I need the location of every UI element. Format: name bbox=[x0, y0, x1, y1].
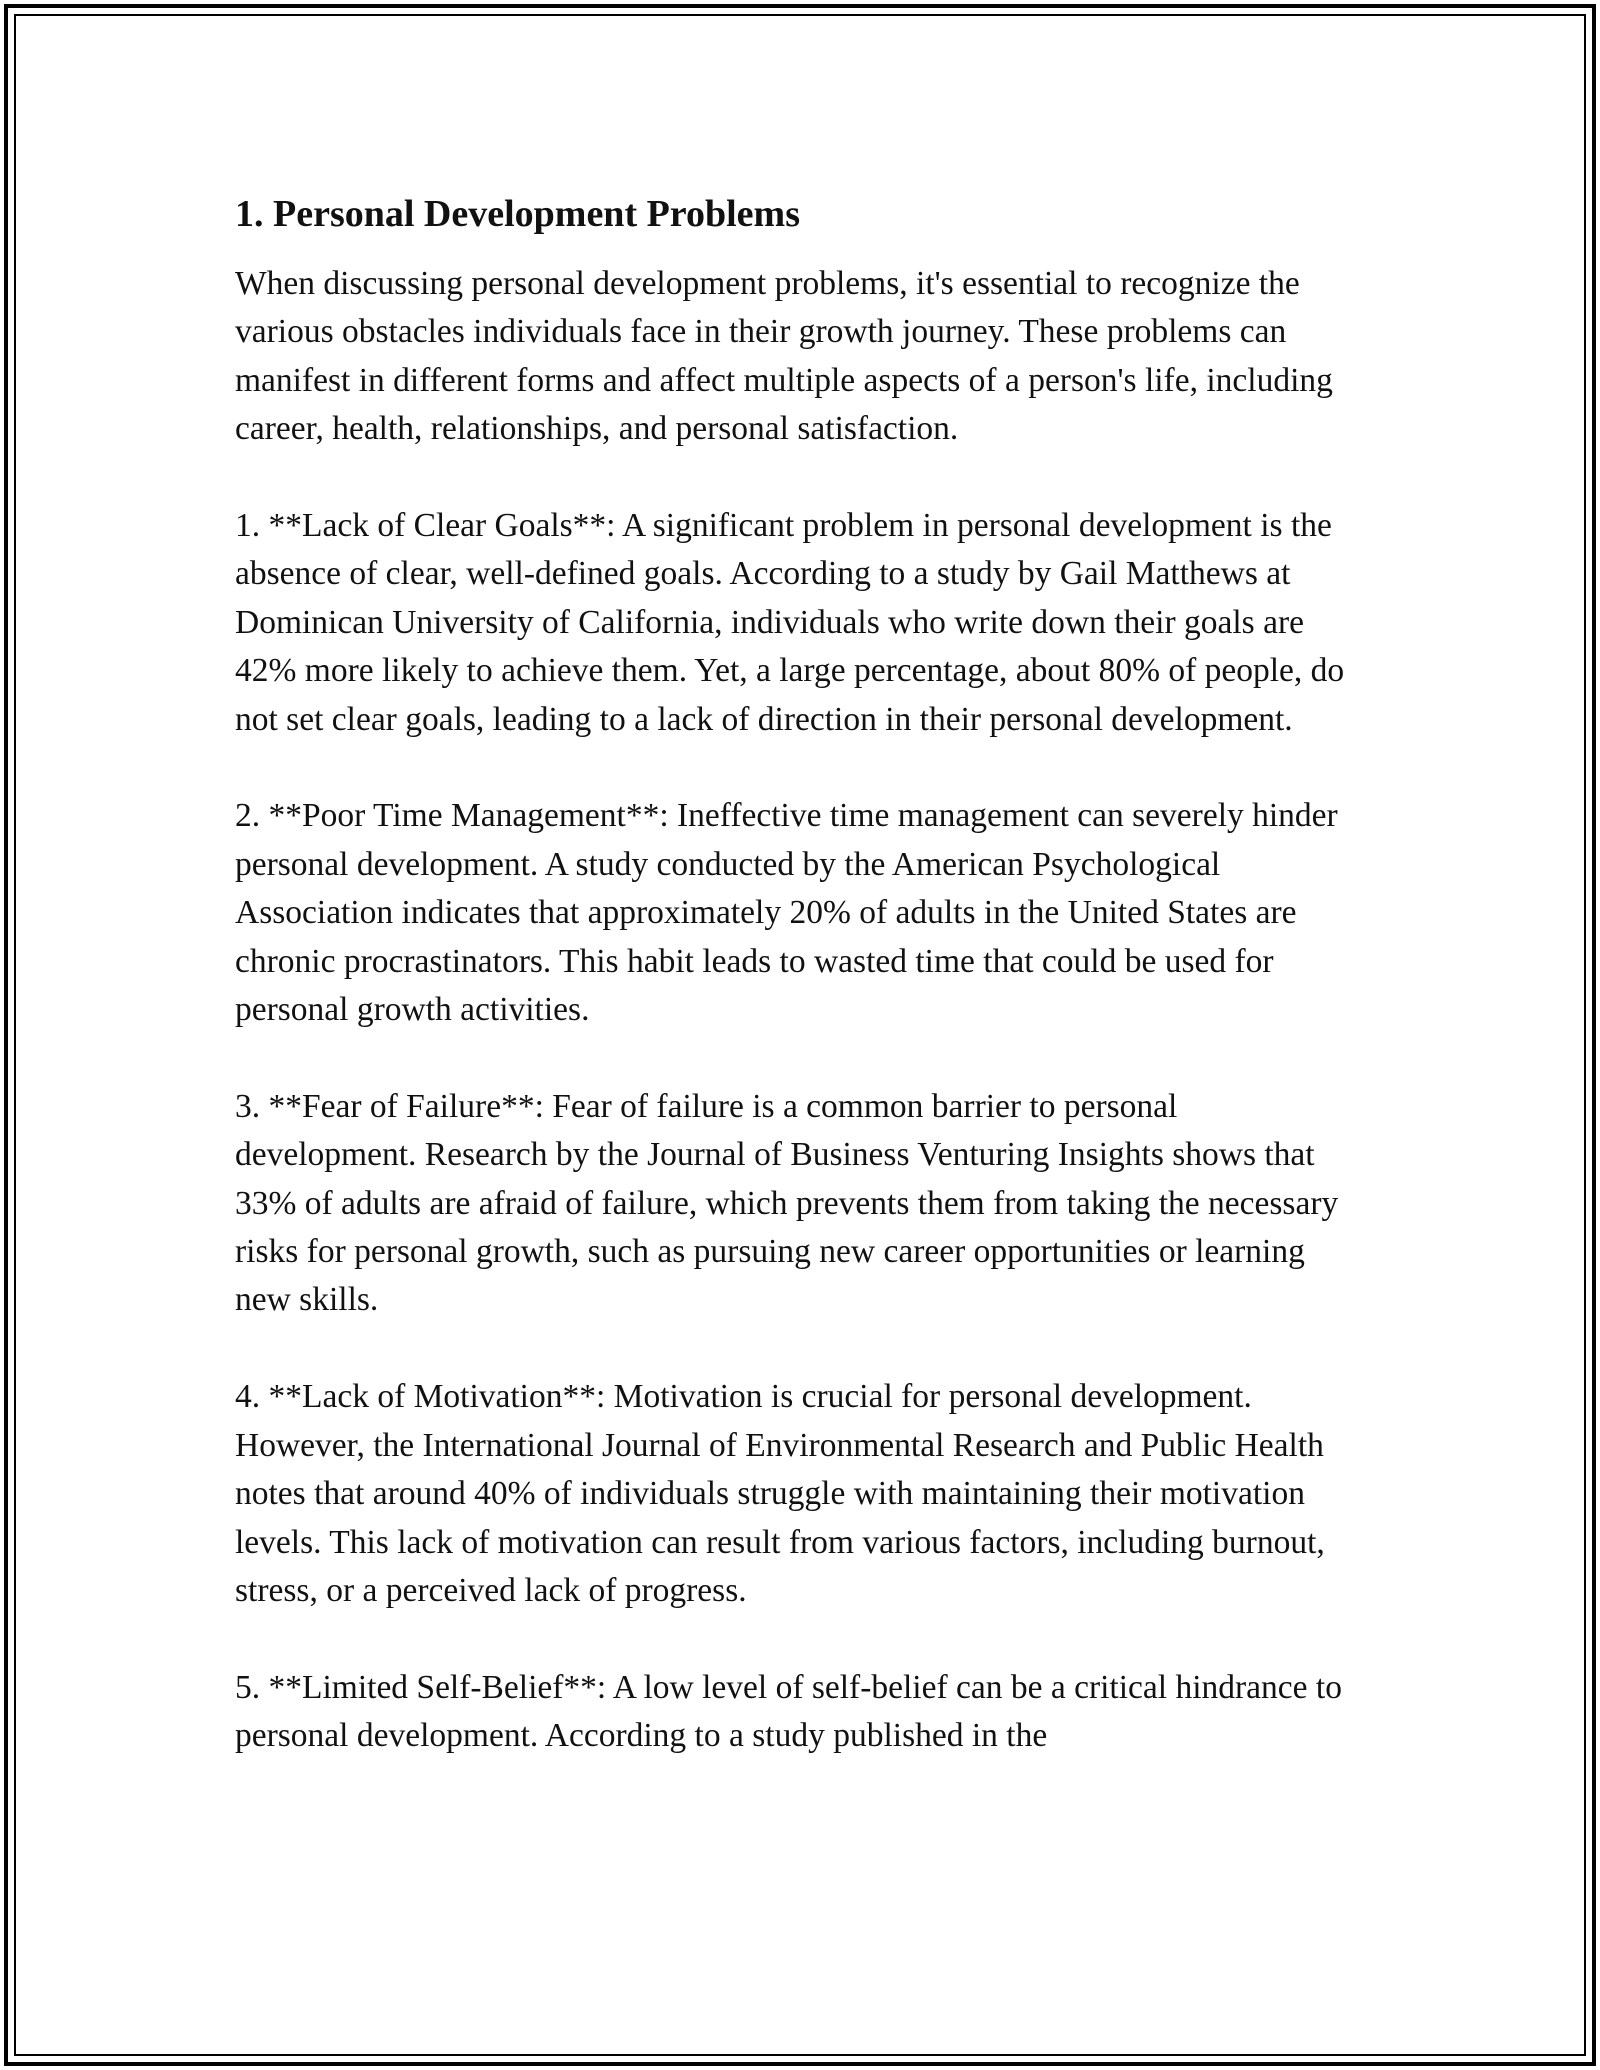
section-heading: 1. Personal Development Problems bbox=[235, 193, 800, 235]
paragraph-lack-of-motivation: 4. **Lack of Motivation**: Motivation is crucial for personal development. However, the International Journal of Environmental Research and Public Health notes that around 40% of individuals struggle with maintaining their motivation levels. This lack of motivation can result from various factors, including burnout, stress, or a perceived lack of progress. bbox=[235, 1378, 1325, 1609]
intro-paragraph: When discussing personal development problems, it's essential to recognize the various obstacles individuals face in their growth journey. These problems can manifest in different forms and affect multiple aspects of a person's life, including career, health, relationships, and personal satisfaction. bbox=[235, 265, 1333, 448]
paragraph-poor-time-management: 2. **Poor Time Management**: Ineffective time management can severely hinder personal development. A study conducted by the American Psychological Association indicates that approximately 20% of adults in the United States are chronic procrastinators. This habit leads to wasted time that could be used for personal growth activities. bbox=[235, 797, 1338, 1029]
document-body bbox=[235, 188, 1365, 1809]
paragraph-lack-of-clear-goals: 1. **Lack of Clear Goals**: A significant problem in personal development is the absence of clear, well-defined goals. According to a study by Gail Matthews at Dominican University of California, individuals who write down their goals are 42% more likely to achieve them. Yet, a large percentage, about 80% of people, do not set clear goals, leading to a lack of direction in their personal development. bbox=[235, 507, 1345, 738]
paragraph-fear-of-failure: 3. **Fear of Failure**: Fear of failure is a common barrier to personal development. Research by the Journal of Business Venturing Insights shows that 33% of adults are afraid of failure, which prevents them from taking the necessary risks for personal growth, such as pursuing new career opportunities or learning new skills. bbox=[235, 1087, 1339, 1319]
paragraph-limited-self-belief: 5. **Limited Self-Belief**: A low level of self-belief can be a critical hindrance to personal development. According to a study published in the bbox=[235, 1668, 1342, 1755]
